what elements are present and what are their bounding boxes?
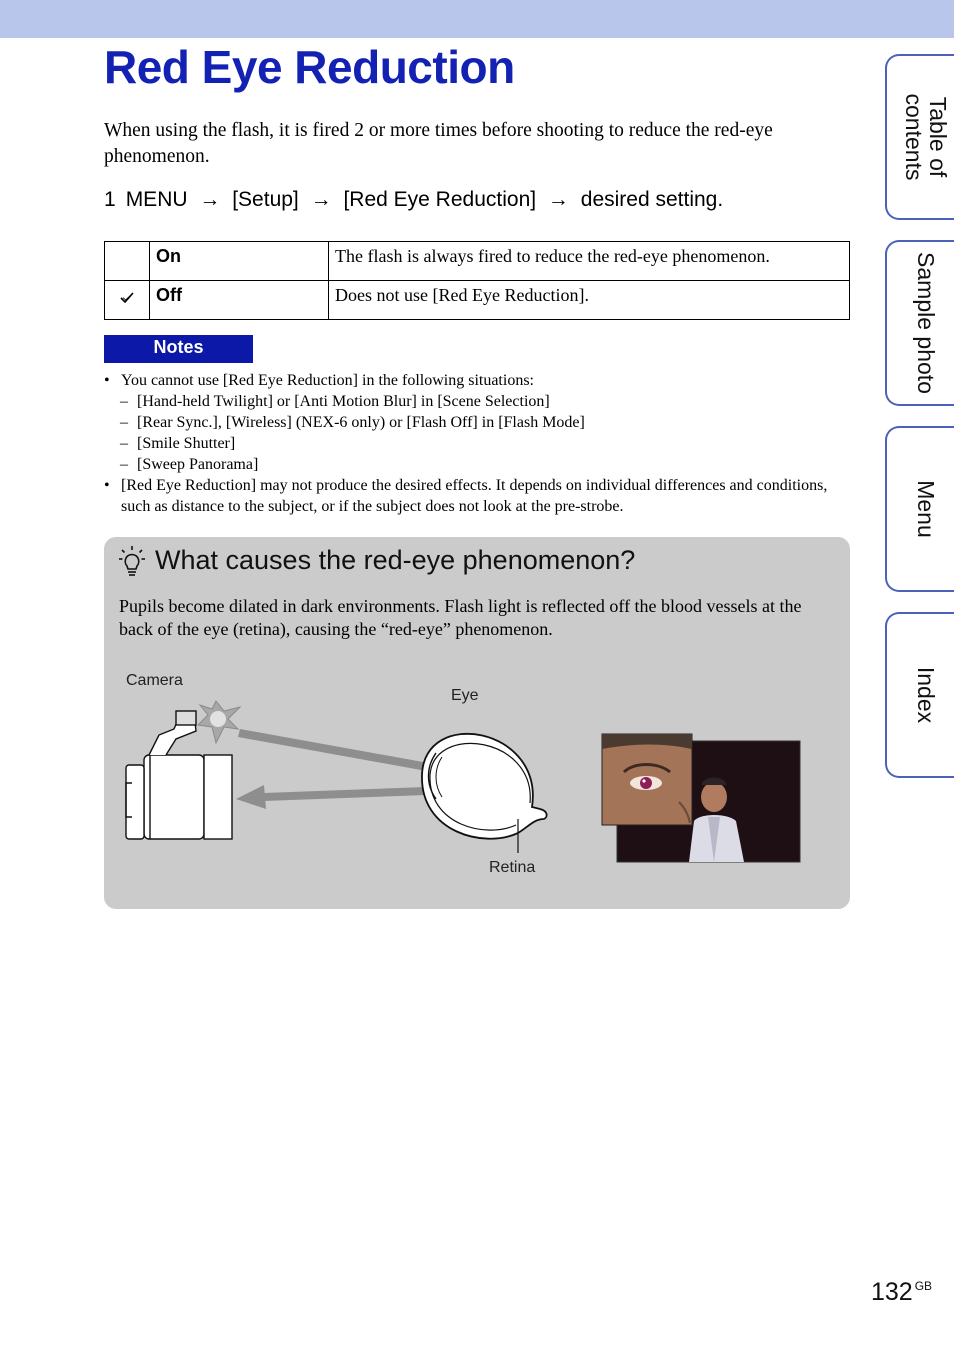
list-item: – [Hand-held Twilight] or [Anti Motion Blur] in [Scene Selection] bbox=[104, 391, 844, 412]
flash-burst-icon bbox=[198, 701, 240, 743]
top-bar bbox=[0, 0, 954, 38]
option-name: Off bbox=[150, 281, 329, 320]
hint-box bbox=[104, 537, 850, 909]
tab-label: Sample photo bbox=[913, 252, 939, 394]
default-marker-cell bbox=[105, 281, 150, 320]
step-part-setup: [Setup] bbox=[232, 188, 299, 211]
notes-list bbox=[104, 370, 844, 517]
list-item: • [Red Eye Reduction] may not produce the desired effects. It depends on individual differences and conditions, such as distance to the subject, or if the subject does not look at the pre-strobe. bbox=[104, 475, 844, 517]
eye-illustration bbox=[422, 734, 547, 853]
notes-badge: Notes bbox=[104, 335, 253, 363]
red-eye-photo bbox=[602, 734, 800, 862]
menu-step bbox=[104, 188, 723, 212]
page-number-value: 132 bbox=[871, 1278, 913, 1306]
step-part-menu: MENU bbox=[125, 188, 188, 211]
page-title: Red Eye Reduction bbox=[104, 41, 515, 93]
list-item: – [Smile Shutter] bbox=[104, 433, 844, 454]
list-item: – [Rear Sync.], [Wireless] (NEX-6 only) or [Flash Off] in [Flash Mode] bbox=[104, 412, 844, 433]
option-description: The flash is always fired to reduce the red-eye phenomenon. bbox=[329, 242, 850, 281]
table-row bbox=[105, 242, 850, 281]
lightbulb-icon bbox=[118, 545, 146, 579]
eye-label: Eye bbox=[451, 687, 479, 704]
arrow-right-icon: → bbox=[310, 188, 332, 211]
hint-title: What causes the red-eye phenomenon? bbox=[155, 545, 636, 575]
default-marker-cell bbox=[105, 242, 150, 281]
tab-menu[interactable] bbox=[885, 426, 954, 592]
red-eye-diagram bbox=[104, 657, 850, 897]
option-name: On bbox=[150, 242, 329, 281]
hint-text: Pupils become dilated in dark environments. Flash light is reflected off the blood vessels at the back of the eye (retina), causing the “red-eye” phenomenon. bbox=[119, 596, 802, 639]
page-number-suffix: GB bbox=[914, 1279, 933, 1293]
option-description: Does not use [Red Eye Reduction]. bbox=[329, 281, 850, 320]
tab-label: Index bbox=[913, 666, 939, 724]
tab-sample-photo[interactable] bbox=[885, 240, 954, 406]
camera-label: Camera bbox=[126, 672, 183, 689]
intro-text: When using the flash, it is fired 2 or more times before shooting to reduce the red-eye phenomenon. bbox=[104, 120, 773, 167]
checkmark-icon bbox=[119, 291, 135, 305]
settings-table bbox=[104, 241, 850, 320]
tab-index[interactable] bbox=[885, 612, 954, 778]
arrow-right-icon: → bbox=[199, 188, 221, 211]
step-part-red-eye: [Red Eye Reduction] bbox=[343, 188, 537, 211]
tab-label: Table of contents bbox=[901, 93, 951, 181]
list-item: – [Sweep Panorama] bbox=[104, 454, 844, 475]
step-number: 1 bbox=[104, 188, 116, 211]
list-item: • You cannot use [Red Eye Reduction] in the following situations: bbox=[104, 370, 844, 391]
arrow-right-icon: → bbox=[547, 188, 569, 211]
step-part-setting: desired setting. bbox=[580, 188, 724, 211]
table-row bbox=[105, 281, 850, 320]
tab-label: Menu bbox=[913, 480, 939, 538]
page-number bbox=[871, 1278, 932, 1307]
retina-label: Retina bbox=[489, 859, 536, 876]
tab-table-of-contents[interactable] bbox=[885, 54, 954, 220]
